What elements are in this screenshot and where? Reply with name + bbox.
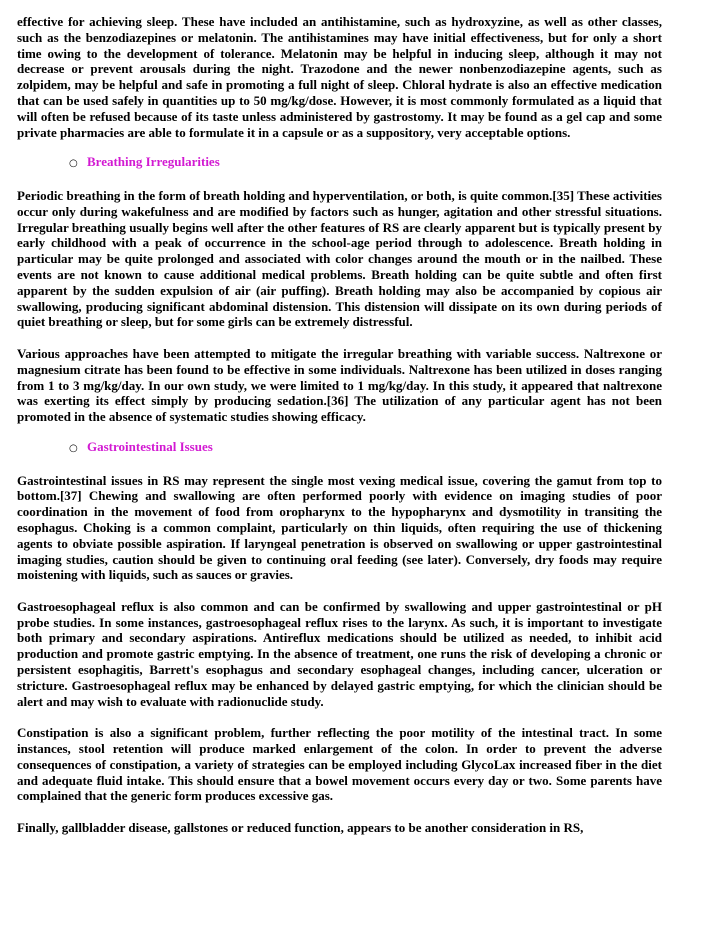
paragraph-constipation: Constipation is also a significant problem, further reflecting the poor motility of the intestinal tract. In some instances, stool retention will produce marked enlargement of the colon. In order to prevent the adverse consequences of constipation, a variety of strategies can be employed including GlycoLax increased fiber in the diet and adequate fluid intake. This should ensure that a bowel movement occurs every day or two. Some parents have complained that the generic form produces excessive gas.	[17, 725, 662, 804]
breathing-irregularities-link[interactable]: Breathing Irregularities	[87, 154, 220, 170]
section-heading-breathing	[17, 154, 662, 172]
section-heading-gastrointestinal	[17, 439, 662, 457]
gastrointestinal-issues-link[interactable]: Gastrointestinal Issues	[87, 438, 213, 454]
paragraph-periodic-breathing: Periodic breathing in the form of breath holding and hyperventilation, or both, is quite common.[35] These activities occur only during wakefulness and are modified by factors such as hunger, agitation and other stressful situations. Irregular breathing usually begins well after the other features of RS are clearly apparent but is typically present by early childhood with a peak of occurrence in the school-age period through to adolescence. Breath holding in particular may be quite prolonged and associated with color changes around the mouth or in the nailbed. These events are not known to cause additional medical problems. Breath holding can be quite subtle and often first apparent by the sudden expulsion of air (air puffing). Breath holding may also be accompanied by copious air swallowing, producing significant abdominal distension. This distension will dissipate on its own during periods of quiet breathing or sleep, but for some girls can be extremely distressful.	[17, 187, 662, 330]
hollow-circle-bullet-icon: ○	[69, 442, 78, 454]
paragraph-breathing-treatment: Various approaches have been attempted to mitigate the irregular breathing with variable success. Naltrexone or magnesium citrate has been found to be effective in some individuals. Naltrexone has been utilized in doses ranging from 1 to 3 mg/kg/day. In our own study, we were limited to 1 mg/kg/day. In this study, it appeared that naltrexone was exerting its effect simply by producing sedation.[36] The utilization of any particular agent has not been promoted in the absence of systematic studies showing efficacy.	[17, 345, 662, 425]
paragraph-gastrointestinal-overview: Gastrointestinal issues in RS may represent the single most vexing medical issue, covering the gamut from top to bottom.[37] Chewing and swallowing are often performed poorly with evidence on imaging studies of poor coordination in the movement of food from oropharynx to the hypopharynx and dysmotility in transiting the esophagus. Choking is a common complaint, particularly on thin liquids, often requiring the use of thickening agents to obviate possible aspiration. If laryngeal penetration is observed on swallowing or upper gastrointestinal imaging studies, caution should be given to continuing oral feeding (see later). Conversely, dry foods may require moistening with liquids, such as sauces or gravies.	[17, 472, 662, 583]
paragraph-gastroesophageal-reflux: Gastroesophageal reflux is also common and can be confirmed by swallowing and upper gastrointestinal or pH probe studies. In some instances, gastroesophageal reflux rises to the larynx. As such, it is important to investigate both primary and secondary aspirations. Antireflux medications should be utilized as needed, to inhibit acid production and promote gastric emptying. In the absence of treatment, one runs the risk of developing a chronic or persistent esophagitis, Barrett's esophagus and secondary esophageal changes, including cancer, ulceration or stricture. Gastroesophageal reflux may be enhanced by delayed gastric emptying, for which the clinician should be alert and may wish to evaluate with radionuclide study.	[17, 598, 662, 709]
hollow-circle-bullet-icon: ○	[69, 158, 78, 170]
paragraph-gallbladder: Finally, gallbladder disease, gallstones or reduced function, appears to be another consideration in RS,	[17, 820, 584, 836]
paragraph-sleep-medications: effective for achieving sleep. These have included an antihistamine, such as hydroxyzine, as well as other classes, such as the benzodiazepines or melatonin. The antihistamines may have initial effectiveness, but for only a short time owing to the development of tolerance. Melatonin may be helpful in inducing sleep, although it may not decrease or prevent arousals during the night. Trazodone and the newer nonbenzodiazepine agents, such as zolpidem, may be helpful and safe in promoting a full night of sleep. Chloral hydrate is also an effective medication that can be used safely in quantities up to 50 mg/kg/dose. However, it is most commonly formulated as a liquid that will often be refused because of its taste unless administered by gastrostomy. It may be found as a gel cap and some private pharmacies are able to formulate it in a capsule or as a suppository, very acceptable options.	[17, 14, 662, 140]
